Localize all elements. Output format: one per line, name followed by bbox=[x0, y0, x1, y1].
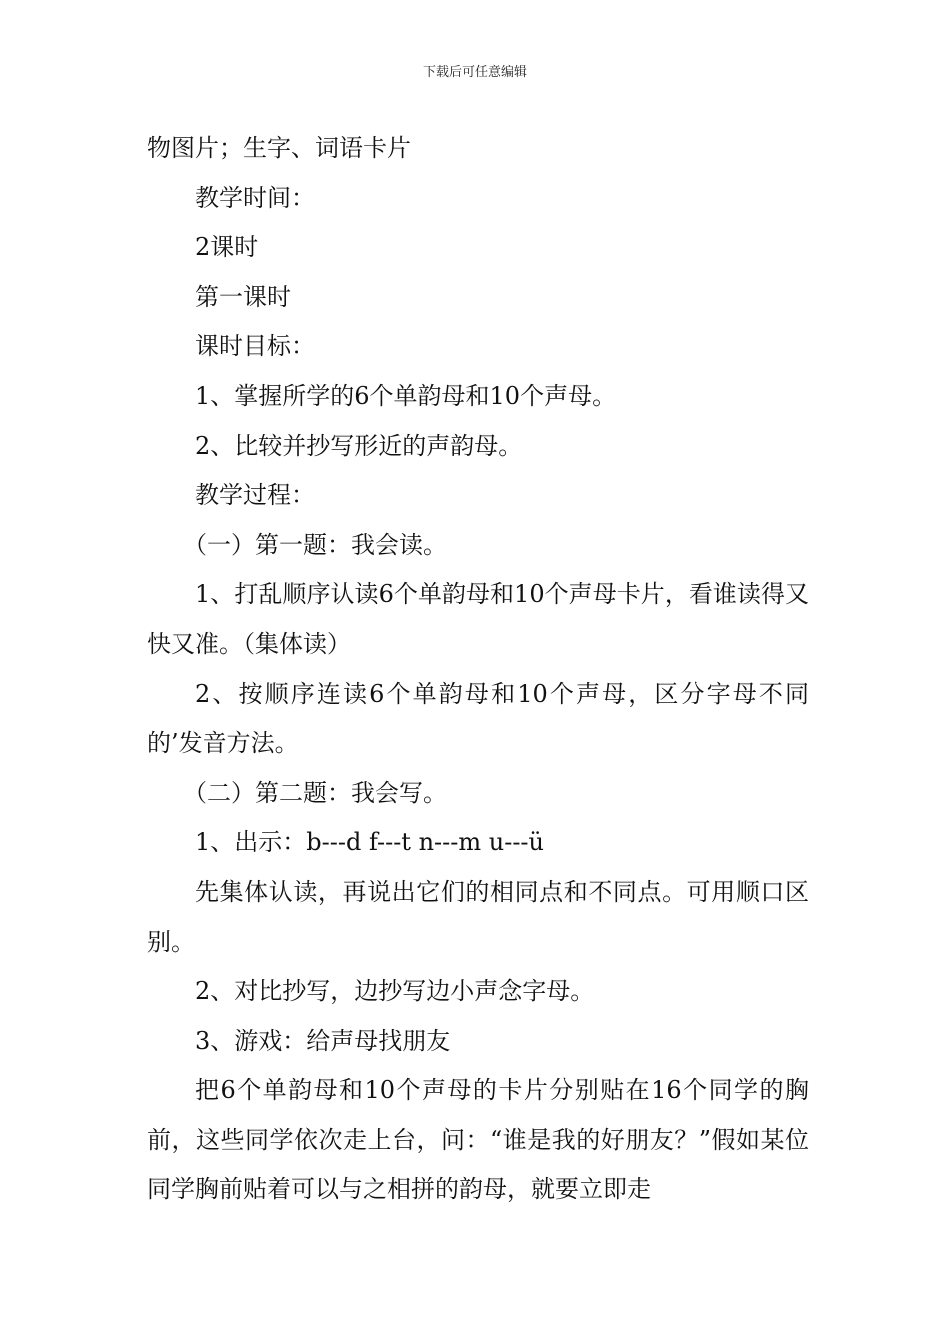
paragraph-lesson-goals-label: 课时目标： bbox=[195, 332, 315, 361]
paragraph-first-lesson: 第一课时 bbox=[195, 282, 291, 311]
paragraph-process-label: 教学过程： bbox=[195, 481, 315, 510]
paragraph-write-step-3: 3、游戏：给声母找朋友 bbox=[195, 1026, 451, 1055]
paragraph-game-description: 把6个单韵母和10个声母的卡片分别贴在16个同学的胸前，这些同学依次走上台，问：“谁是我的好朋友？”假如某位同学胸前贴着可以与之相拼的韵母，就要立即走 bbox=[147, 1076, 809, 1204]
paragraph-write-step-1: 1、出示：b---d f---t n---m u---ü bbox=[195, 828, 544, 857]
paragraph-teaching-time-label: 教学时间： bbox=[195, 183, 315, 212]
paragraph-section-2-heading: （二）第二题：我会写。 bbox=[183, 778, 447, 807]
paragraph-write-step-2: 2、对比抄写，边抄写边小声念字母。 bbox=[195, 977, 595, 1006]
paragraph-materials: 物图片；生字、词语卡片 bbox=[147, 134, 411, 162]
document-body bbox=[147, 124, 809, 1215]
paragraph-read-step-2: 2、按顺序连读6个单韵母和10个声母，区分字母不同的’发音方法。 bbox=[147, 679, 809, 758]
paragraph-section-1-heading: （一）第一题：我会读。 bbox=[183, 530, 447, 559]
paragraph-teaching-time-value: 2课时 bbox=[195, 233, 259, 262]
page-header: 下载后可任意编辑 bbox=[422, 65, 527, 80]
paragraph-write-step-1-detail: 先集体认读，再说出它们的相同点和不同点。可用顺口区别。 bbox=[147, 877, 809, 956]
paragraph-goal-1: 1、掌握所学的6个单韵母和10个声母。 bbox=[195, 381, 617, 410]
paragraph-goal-2: 2、比较并抄写形近的声韵母。 bbox=[195, 431, 523, 460]
paragraph-read-step-1: 1、打乱顺序认读6个单韵母和10个声母卡片，看谁读得又快又准。（集体读） bbox=[147, 580, 809, 658]
